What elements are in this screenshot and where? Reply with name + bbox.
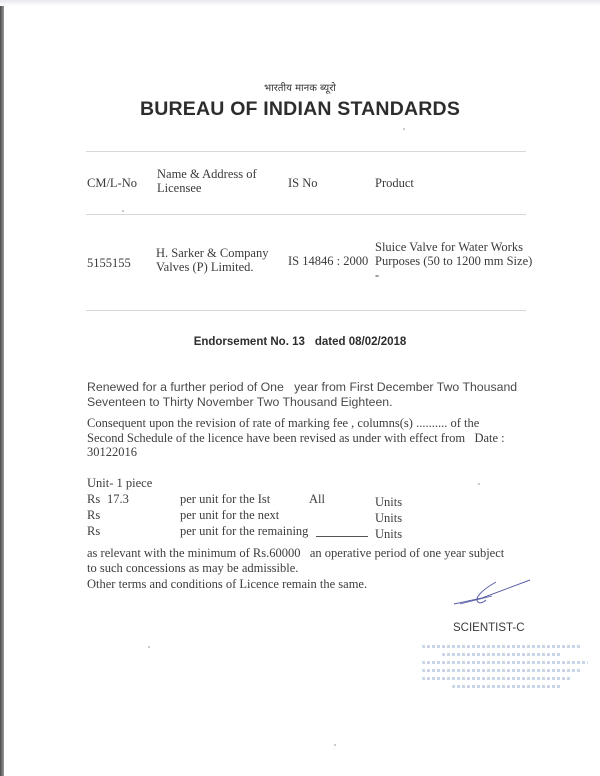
- scan-speck: [122, 210, 124, 212]
- col-header-licensee-line1: Name & Address of: [157, 167, 257, 181]
- endorsement-heading: [0, 336, 600, 348]
- licensee-value: [156, 246, 268, 274]
- scan-speck: [334, 744, 336, 746]
- licensee-line2: Valves (P) Limited.: [156, 260, 254, 274]
- table-rule-header: [86, 214, 526, 215]
- revision-line1: Consequent upon the revision of rate of marking fee , columns(s) .......... of the: [87, 416, 480, 430]
- fee-units: Units: [375, 527, 403, 541]
- scan-speck: [403, 128, 405, 130]
- fee-currency: Rs: [87, 492, 101, 506]
- scan-speck: [478, 483, 480, 485]
- endorsement-number: Endorsement No. 13: [193, 336, 305, 348]
- fee-description: per unit for the next: [180, 508, 280, 522]
- scan-speck: [148, 646, 150, 648]
- unit-label: Unit- 1 piece: [87, 476, 153, 490]
- endorsement-date: dated 08/02/2018: [314, 336, 407, 348]
- col-header-cml-no: CM/L-No: [87, 176, 137, 190]
- fee-currency: Rs: [87, 524, 101, 538]
- cml-no-value: 5155155: [87, 256, 131, 270]
- table-rule-top: [86, 151, 526, 152]
- col-header-is-no: IS No: [288, 176, 318, 190]
- signatory-designation: SCIENTIST-C: [453, 622, 525, 634]
- fee-description: per unit for the Ist: [180, 492, 271, 506]
- fee-description: per unit for the remaining: [180, 524, 309, 538]
- product-line1: Sluice Valve for Water Works: [375, 240, 523, 254]
- closing-statement: Other terms and conditions of Licence remain the same.: [87, 577, 368, 591]
- col-header-licensee: [157, 167, 257, 195]
- page-title: BUREAU OF INDIAN STANDARDS: [139, 98, 461, 120]
- signature-icon: [452, 578, 532, 608]
- fee-row: [87, 492, 507, 507]
- revision-line2: Second Schedule of the licence have been revised as under with effect from Date :: [87, 430, 505, 445]
- table-rule-bottom: [86, 310, 526, 311]
- fee-quantity-blank: [316, 536, 368, 537]
- minimum-line2: to such concessions as may be admissible.: [87, 560, 299, 575]
- renewal-line1: Renewed for a further period of One year from First December Two Thousand: [87, 380, 518, 394]
- fee-row: [87, 524, 507, 539]
- renewal-paragraph: [87, 380, 527, 410]
- scan-shadow: [0, 0, 600, 6]
- fee-quantity: All: [309, 492, 325, 506]
- col-header-licensee-line2: Licensee: [157, 181, 202, 195]
- renewal-line2: Seventeen to Thirty November Two Thousand Eighteen.: [87, 395, 393, 409]
- product-value: [375, 240, 532, 282]
- is-no-value: IS 14846 : 2000: [288, 254, 369, 268]
- hindi-title: भारतीय मानक ब्यूरो: [264, 83, 336, 94]
- product-line2: Purposes (50 to 1200 mm Size): [375, 254, 533, 268]
- fee-currency: Rs: [87, 508, 101, 522]
- fee-row: [87, 508, 507, 523]
- fee-amount: 17.3: [107, 492, 129, 506]
- licensee-line1: H. Sarker & Company: [156, 246, 269, 260]
- revision-effective-date: 30122016: [87, 445, 137, 459]
- minimum-line1: as relevant with the minimum of Rs.60000 an operative period of one year subject: [87, 546, 505, 560]
- col-header-product: Product: [375, 176, 414, 190]
- product-line3: -: [375, 268, 380, 282]
- revision-paragraph: [87, 416, 507, 460]
- fee-units: Units: [375, 511, 403, 525]
- minimum-paragraph: [87, 546, 507, 575]
- official-stamp: [422, 640, 592, 700]
- fee-units: Units: [375, 495, 403, 509]
